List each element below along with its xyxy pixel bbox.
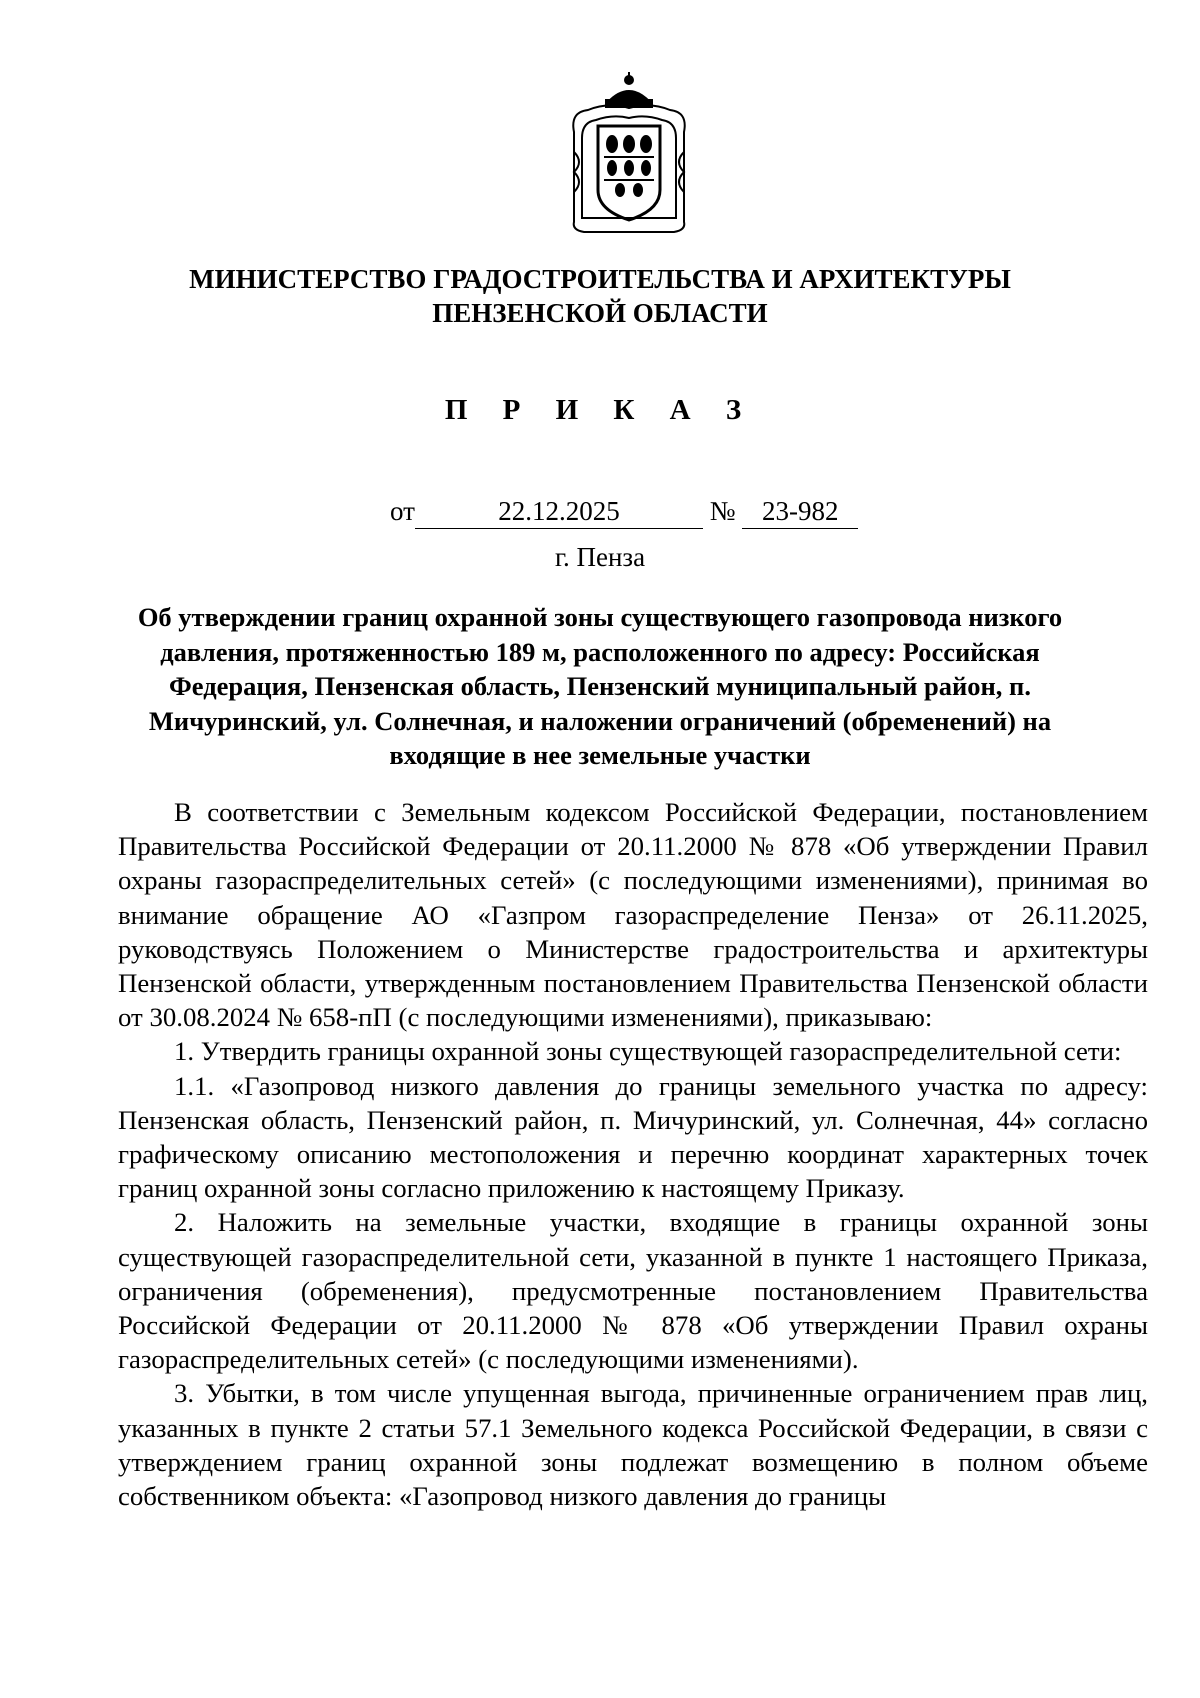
order-body (118, 795, 1148, 1513)
document-type: П Р И К А З (444, 394, 756, 426)
coat-of-arms-icon (568, 72, 690, 234)
from-label: от (390, 496, 415, 526)
clause-1-1: 1.1. «Газопровод низкого давления до границы земельного участка по адресу: Пензенская область, Пензенский район, п. Мичуринский, ул. Солнечная, 44» согласно графическому описанию местоположения и перечню координат характерных точек границ охранной зоны согласно приложению к настоящему Приказу. (118, 1070, 1148, 1204)
preamble-paragraph: В соответствии с Земельным кодексом Российской Федерации, постановлением Правительства Российской Федерации от 20.11.2000 № 878 «Об утверждении Правил охраны газораспределительных сетей» (с последующими изменениями), принимая во внимание обращение АО «Газпром газораспределение Пенза» от 26.11.2025, руководствуясь Положением о Министерстве градостроительства и архитектуры Пензенской области, утвержденным постановлением Правительства Пензенской области от 30.08.2024 № 658-пП (с последующими изменениями), приказываю: (118, 797, 1148, 1033)
order-number: 23-982 (742, 494, 858, 529)
order-title: Об утверждении границ охранной зоны существующего газопровода низкого давления, протяженностью 189 м, расположенного по адресу: Российская Федерация, Пензенская область, Пензенский муниципальный район, п. Мичуринский, ул. Солнечная, и наложении ограничений (обременений) на входящие в нее земельные участки (137, 602, 1063, 770)
number-label: № (709, 496, 736, 526)
ministry-header (100, 262, 1100, 330)
order-date: 22.12.2025 (415, 494, 703, 529)
ministry-name-line2: ПЕНЗЕНСКОЙ ОБЛАСТИ (432, 298, 768, 328)
ministry-name-line1: МИНИСТЕРСТВО ГРАДОСТРОИТЕЛЬСТВА И АРХИТЕКТУРЫ (189, 264, 1011, 294)
clause-3: 3. Убытки, в том числе упущенная выгода, причиненные ограничением прав лиц, указанных в пункте 2 статьи 57.1 Земельного кодекса Российской Федерации, в связи с утверждением границ охранной зоны подлежат возмещению в полном объеме собственником объекта: «Газопровод низкого давления до границы (118, 1378, 1148, 1512)
clause-1: 1. Утвердить границы охранной зоны существующей газораспределительной сети: (174, 1036, 1122, 1067)
city-name: г. Пенза (554, 542, 646, 572)
date-number-line (390, 494, 858, 529)
clause-2: 2. Наложить на земельные участки, входящие в границы охранной зоны существующей газораспределительной сети, указанной в пункте 1 настоящего Приказа, ограничения (обременения), предусмотренные постановлением Правительства Российской Федерации от 20.11.2000 № 878 «Об утверждении Правил охраны газораспределительных сетей» (с последующими изменениями). (118, 1207, 1148, 1375)
